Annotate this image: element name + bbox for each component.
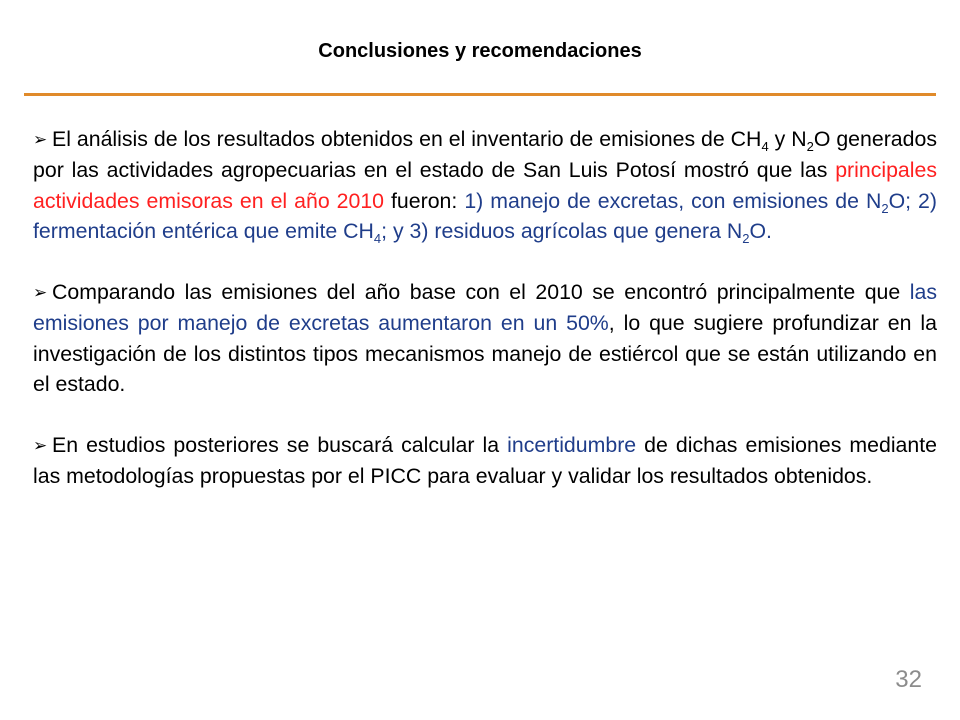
bullet-item-2: ➢ Comparando las emisiones del año base con el 2010 se encontró principalmente que las emisiones por manejo de excretas aumentaron en un 50%, lo que sugiere profundizar en la investigación de los distintos tipos mecanismos manejo de estiércol que se están utilizando en el estado.	[33, 280, 937, 397]
page-number: 32	[895, 666, 922, 693]
bullet-item-1: ➢ El análisis de los resultados obtenidos en el inventario de emisiones de $CH_4$ y $N_2O$ generados por las actividades agropecuarias en el estado de San Luis Potosí mostró que las principales actividades emisoras en el año 2010 fueron: 1) manejo de excretas, con emisiones de $N_2O$; 2) fermentación entérica que emite $CH_4$; y 3) residuos agrícolas que genera $N_2O$.	[33, 127, 937, 247]
slide-title: Conclusiones y recomendaciones	[318, 40, 642, 62]
bullet-item-3: ➢ En estudios posteriores se buscará calcular la incertidumbre de dichas emisiones mediante las metodologías propuestas por el PICC para evaluar y validar los resultados obtenidos.	[33, 433, 937, 489]
bullet-list	[33, 124, 937, 522]
highlight-blue: las emisiones por manejo de excretas aumentaron en un 50%	[33, 280, 937, 336]
arrow-bullet-icon: ➢	[33, 283, 48, 303]
highlight-blue: 1) manejo de excretas, con emisiones de $N_2O$; 2) fermentación entérica que emite $CH_4$; y 3) residuos agrícolas que genera $N_2O$.	[33, 188, 937, 247]
arrow-bullet-icon: ➢	[33, 130, 48, 149]
highlight-red: principales actividades emisoras en el año 2010	[33, 158, 937, 213]
title-divider	[24, 93, 936, 96]
arrow-bullet-icon: ➢	[33, 436, 48, 456]
highlight-blue: incertidumbre	[507, 433, 637, 458]
